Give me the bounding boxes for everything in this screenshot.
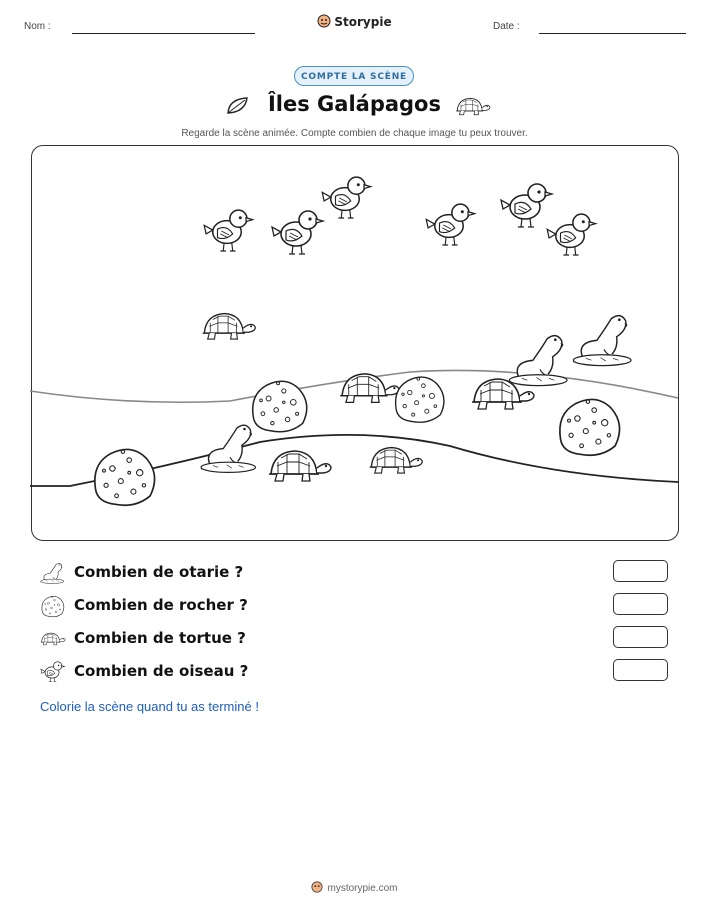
answer-box-rocher[interactable] bbox=[613, 593, 668, 615]
question-row bbox=[40, 561, 600, 585]
name-line[interactable] bbox=[72, 33, 255, 34]
bird-3 bbox=[322, 177, 370, 218]
activity-badge: COMPTE LA SCÈNE bbox=[294, 66, 414, 86]
tortoise-2 bbox=[340, 374, 399, 403]
storypie-logo-icon bbox=[317, 14, 331, 31]
tortoise-4 bbox=[269, 451, 331, 481]
bird-2 bbox=[272, 211, 323, 254]
name-label: Nom : bbox=[24, 21, 51, 32]
tortoise-5 bbox=[370, 448, 423, 474]
bird-icon bbox=[40, 660, 66, 684]
question-row bbox=[40, 627, 600, 651]
bird-6 bbox=[547, 214, 595, 255]
footer-url[interactable]: mystorypie.com bbox=[327, 883, 398, 895]
answer-box-tortue[interactable] bbox=[613, 626, 668, 648]
bird-5 bbox=[501, 184, 552, 227]
question-text: Combien de rocher ? bbox=[74, 596, 248, 614]
brand bbox=[0, 14, 709, 31]
question-text: Combien de oiseau ? bbox=[74, 662, 249, 680]
tortoise-icon bbox=[40, 627, 66, 651]
rock-3 bbox=[560, 400, 620, 456]
title-tortoise-icon bbox=[455, 94, 491, 122]
bird-1 bbox=[204, 210, 252, 251]
footer bbox=[0, 881, 709, 896]
question-text: Combien de tortue ? bbox=[74, 629, 246, 647]
bird-4 bbox=[426, 204, 474, 245]
storypie-footer-logo-icon bbox=[311, 881, 323, 896]
answer-box-oiseau[interactable] bbox=[613, 659, 668, 681]
sealion-1 bbox=[510, 336, 568, 386]
question-text: Combien de otarie ? bbox=[74, 563, 244, 581]
rock-2 bbox=[396, 377, 444, 422]
rock-4 bbox=[95, 450, 155, 506]
brand-name: Storypie bbox=[334, 15, 392, 29]
coloring-note: Colorie la scène quand tu as terminé ! bbox=[40, 699, 259, 714]
date-label: Date : bbox=[493, 21, 520, 32]
answer-box-otarie[interactable] bbox=[613, 560, 668, 582]
page-title: Îles Galápagos bbox=[267, 92, 441, 116]
date-line[interactable] bbox=[539, 33, 686, 34]
question-row bbox=[40, 594, 600, 618]
question-row bbox=[40, 660, 600, 684]
instructions: Regarde la scène animée. Compte combien de chaque image tu peux trouver. bbox=[181, 128, 528, 139]
sealion-3 bbox=[201, 425, 255, 472]
tortoise-1 bbox=[203, 314, 256, 340]
rock-1 bbox=[253, 381, 307, 432]
sea-lion-icon bbox=[40, 561, 66, 585]
scene-frame[interactable] bbox=[31, 145, 679, 541]
sealion-2 bbox=[574, 316, 632, 366]
rock-icon bbox=[40, 594, 66, 618]
